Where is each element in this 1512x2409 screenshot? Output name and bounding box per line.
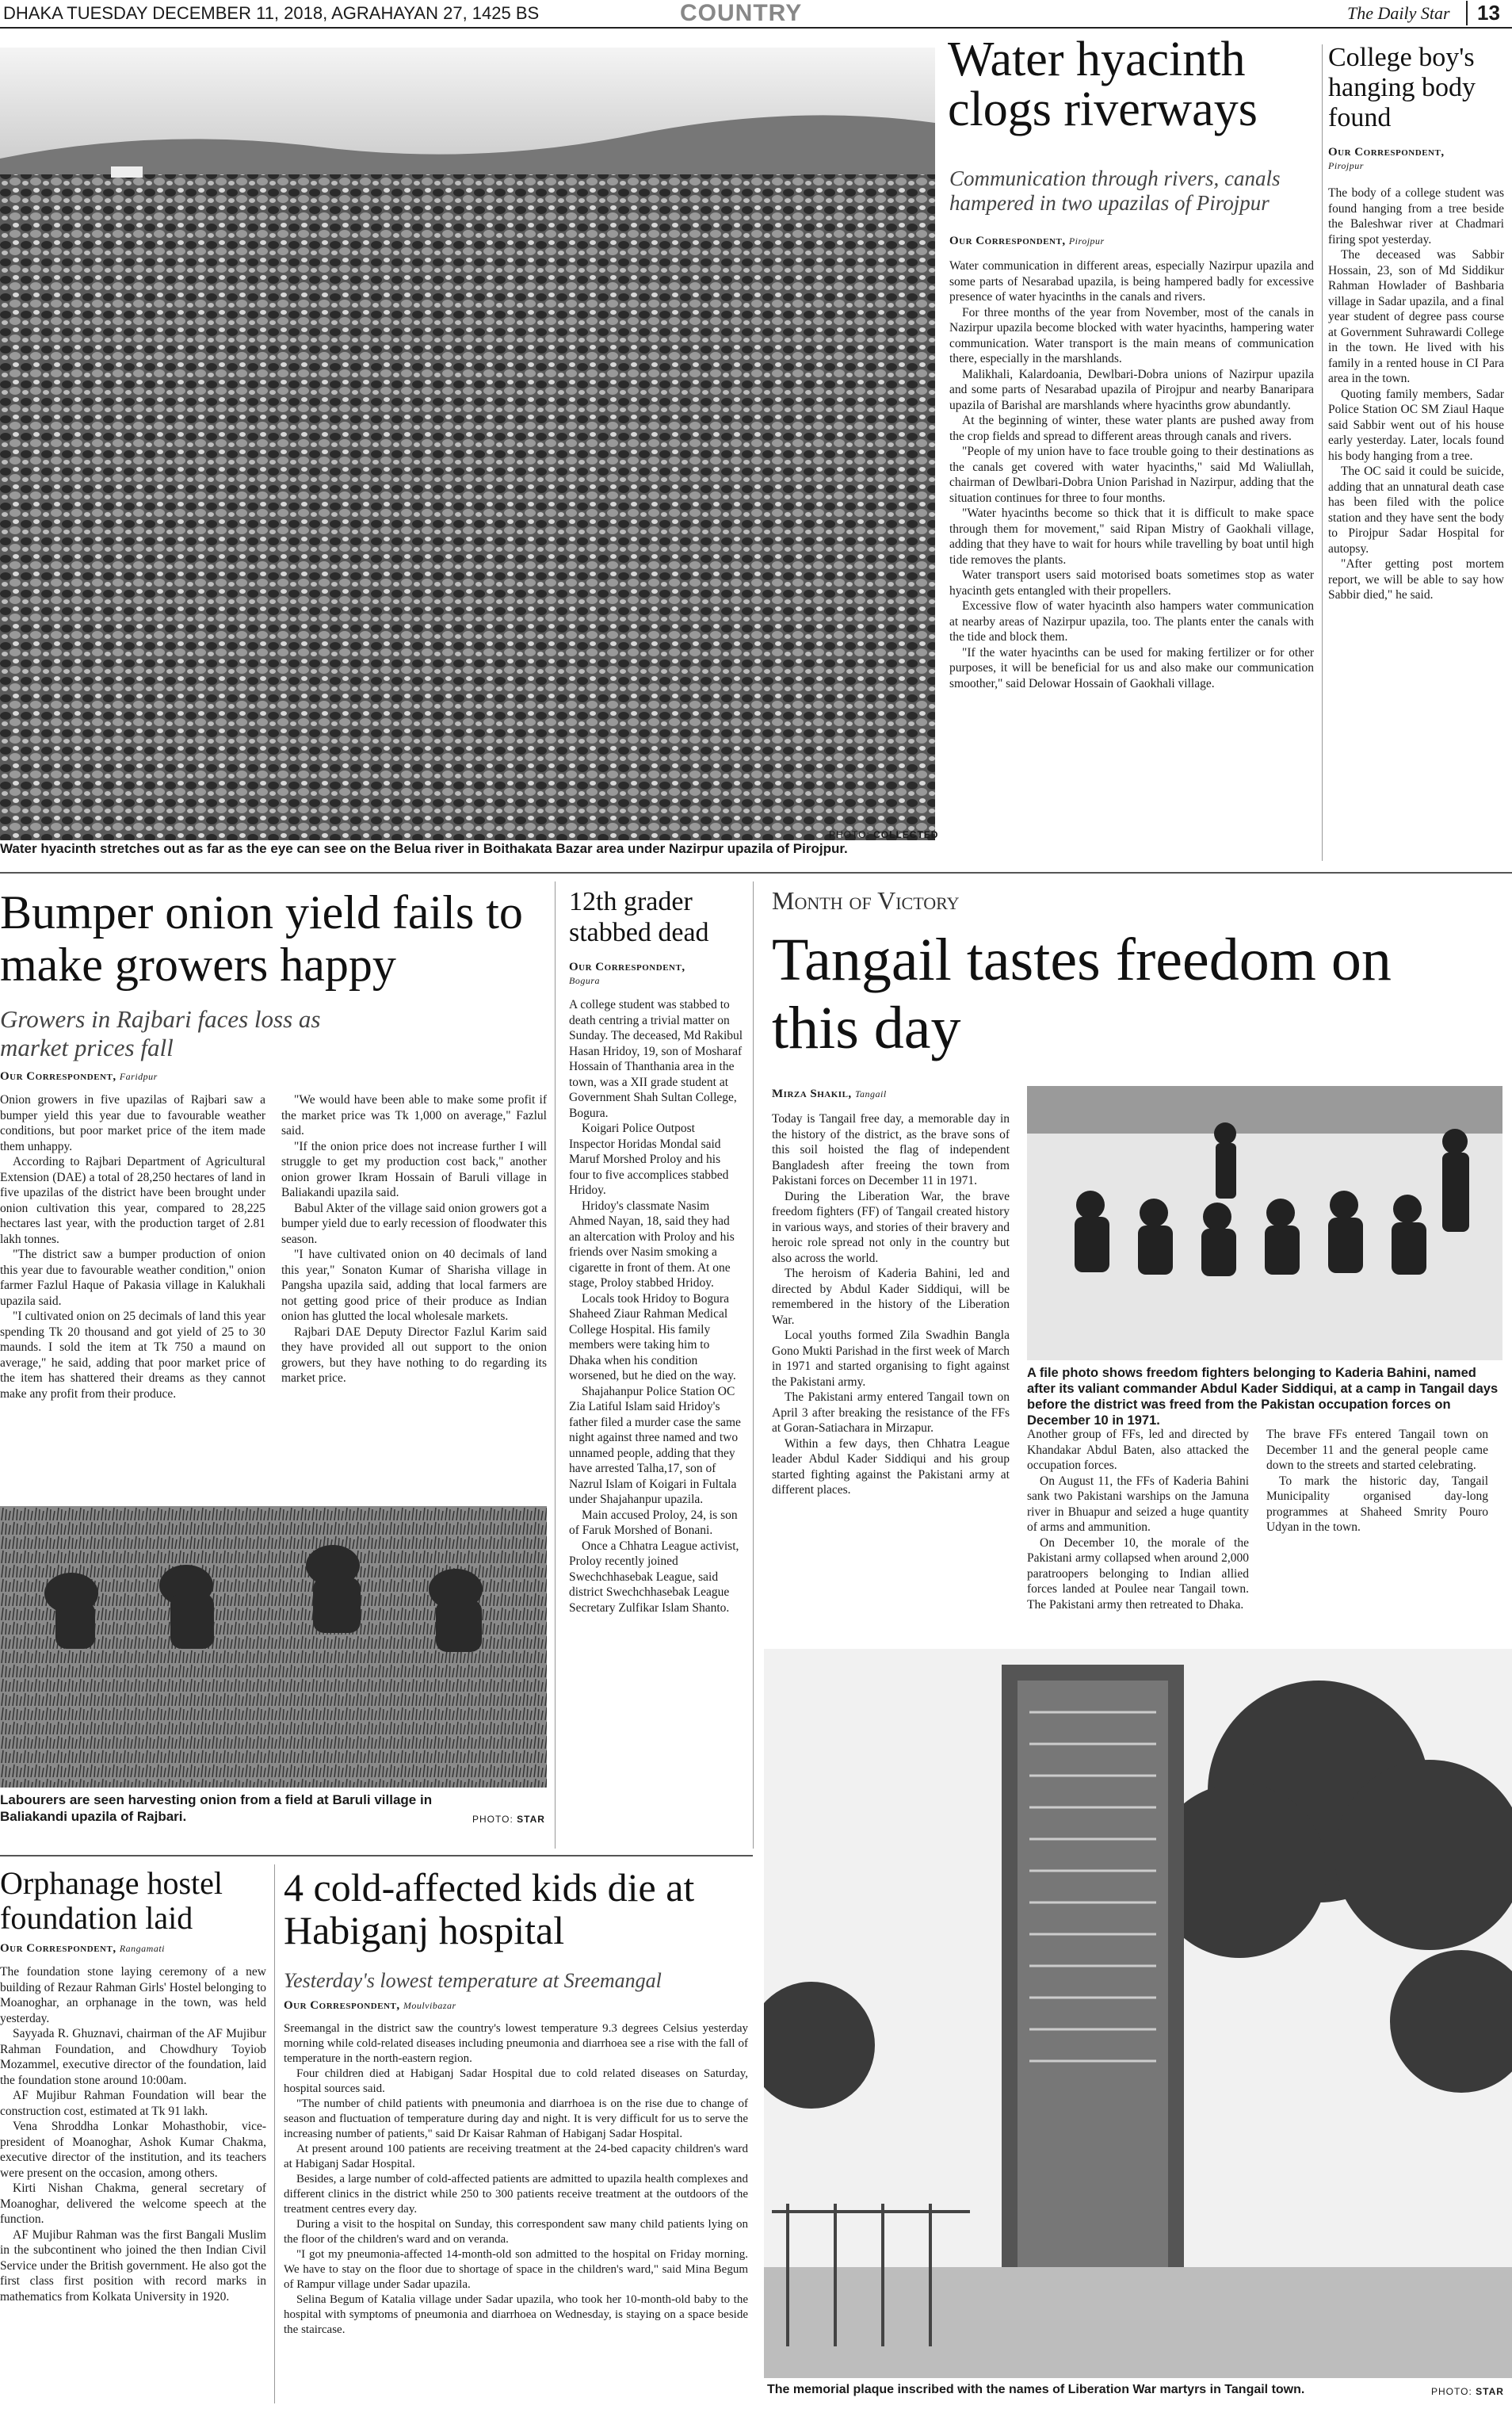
paragraph: "I have cultivated onion on 40 decimals of land this year," Sonaton Kumar of Sharisha village in Pangsha upazila said, adding that local farmers are not getting good price of their produce as Indian onion has glutted the local wholesale markets. [281,1248,547,1323]
onion-photo [0,1506,547,1788]
paragraph: Shajahanpur Police Station OC Zia Latiful Islam said Hridoy's father filed a murder case the same night against three named and two unnamed people, adding that they have arrested Talha,17, son of Nazrul Islam of Koigari in Fultala under Shajahanpur upazila. [569,1384,741,1506]
tangail-photo-caption: A file photo shows freedom fighters belonging to Kaderia Bahini, named after its valiant commander Abdul Kader Siddiqui, at a camp in Tangail days before the district was freed from the Pakistan occupation forces on December 10 in 1971. [1027,1366,1499,1428]
byline-location: Moulvibazar [403,2000,456,2011]
paragraph: Excessive flow of water hyacinth also hampers water communication at nearby areas of Nazirpur upazila, too. The plants enter the canals with the tide and block them. [949,599,1314,644]
paragraph: Malikhali, Kalardoania, Dewlbari-Dobra unions of Nazirpur upazila and some parts of Nesarabad upazila of Pirojpur and nearby Banaripara upazila of Barishal are marshlands where hyacinths grow abundantly. [949,367,1314,412]
masthead [0,0,1512,29]
onion-kicker: Growers in Rajbari faces loss as market prices fall [0,1005,321,1061]
paragraph: Four children died at Habiganj Sadar Hospital due to cold related diseases on Saturday, hospital sources said. [284,2067,748,2095]
paragraph: During a visit to the hospital on Sunday, this correspondent saw many child patients lying on the floor of the children's ward and on veranda. [284,2218,748,2246]
onion-photo-credit [472,1814,545,1825]
paragraph: Once a Chhatra League activist, Proloy recently joined Swechchhasebak League, said district Swechchhasebak League Secretary Zulfikar Islam Shanto. [569,1539,739,1615]
paragraph: "If the water hyacinths can be used for making fertilizer or for other purposes, it will be beneficial for us and also make our communication smoother," said Delowar Hossain of Gaokhali village. [949,645,1314,690]
paragraph: Onion growers in five upazilas of Rajbari saw a bumper yield this year due to favourable weather conditions, but poor market price of the item made them unhappy. [0,1093,265,1153]
memorial-photo [764,1649,1512,2378]
paragraph: The OC said it could be suicide, adding that an unnatural death case has been filed with the police station and they have sent the body to Pirojpur Sadar Hospital for autopsy. [1328,465,1504,556]
college-byline [1328,146,1506,173]
dateline: DHAKA TUESDAY DECEMBER 11, 2018, AGRAHAYAN 27, 1425 BS [3,3,540,23]
paragraph: On December 10, the morale of the Pakistani army collapsed when around 2,000 paratroopers belonging to Indian allied forces landed at Poulee near Tangail town. The Pakistani army then retreated to Dhaka. [1027,1535,1249,1612]
paragraph: At the beginning of winter, these water plants are pushed away from the crop fields and spread to different areas through canals and rivers. [949,414,1314,443]
paragraph: Sreemangal in the district saw the country's lowest temperature 9.3 degrees Celsius yesterday morning while cold-related diseases including pneumonia and diarrhoea see a rise with the fall of temperature in the north-eastern region. [284,2022,748,2065]
hyacinth-photo-caption: Water hyacinth stretches out as far as the eye can see on the Belua river in Boithakata Bazar area under Nazirpur upazila of Pirojpur. [0,841,848,856]
onion-headline: Bumper onion yield fails to make growers happy [0,886,523,991]
section-divider [0,1855,753,1856]
paragraph: "People of my union have to face trouble going to their destinations as the canals get covered with water hyacinths," said Md Waliullah, chairman of Dewlbari-Dobra Union Parishad in Nazirpur, adding that the situation continues for three to four months. [949,445,1314,505]
hyacinth-photo-credit [829,829,938,840]
cold-byline [284,1999,456,2013]
credit-name: STAR [1476,2386,1504,2397]
onion-photo-caption: Labourers are seen harvesting onion from a field at Baruli village in Baliakandi upazila of Rajbari. [0,1792,433,1824]
byline-name: Our Correspondent, [0,1942,116,1955]
tangail-headline: Tangail tastes freedom on this day [772,927,1392,1061]
paragraph: For three months of the year from November, most of the canals in Nazirpur upazila become blocked with water hyacinths, hampering water communication. Water transport is the main means of communication there, especially in the marshlands. [949,305,1314,365]
tangail-body [772,1111,1493,1619]
paragraph: Another group of FFs, led and directed by Khandakar Abdul Baten, also attacked the occupation forces. [1027,1428,1249,1472]
onion-body [0,1092,547,1497]
paragraph: Within a few days, then Chhatra League leader Abdul Kader Siddiqui and his group started fighting against the Pakistani army at different places. [772,1436,1010,1497]
byline-name: Our Correspondent, [949,235,1066,247]
paragraph: A college student was stabbed to death centring a trivial matter on Sunday. The deceased, Md Rakibul Hasan Hridoy, 19, son of Mosharaf Hossain of Thanthania area in the town, was a XII grade student at Government Shah Sultan College, Bogura. [569,998,743,1120]
paragraph: Local youths formed Zila Swadhin Bangla Gono Mukti Parishad in the first week of March in 1971 and started organising to fight against the Pakistani army. [772,1329,1010,1389]
paragraph: Rajbari DAE Deputy Director Fazlul Karim said they have provided all out support to the onion growers, but they have nothing to do regarding its market price. [281,1325,547,1385]
paragraph: Locals took Hridoy to Bogura Shaheed Ziaur Rahman Medical College Hospital. His family members were taking him to Dhaka when his condition worsened, but he died on the way. [569,1291,736,1382]
paragraph: Main accused Proloy, 24, is son of Faruk Morshed of Bonani. [569,1508,738,1537]
byline-name: Our Correspondent, [284,1999,400,2012]
hyacinth-kicker: Communication through rivers, canals hampered in two upazilas of Pirojpur [949,166,1281,215]
credit-name: COLLECTED [873,829,939,840]
paragraph: Babul Akter of the village said onion growers got a bumper yield due to early recession of floodwater this season. [281,1201,547,1246]
tangail-section-label: Month of Victory [772,886,960,915]
paragraph: Water communication in different areas, especially Nazirpur upazila and some parts of Nesarabad upazila, is being hampered badly for excessive presence of water hyacinths in the canals and rivers. [949,259,1314,304]
paragraph: AF Mujibur Rahman was the first Bangali Muslim in the subcontinent who joined the then Indian Civil Service under the British government. He also got the first class first position with record marks in mathematics from Kolkata University in 1920. [0,2227,266,2304]
section-divider [0,872,1512,874]
section-title: COUNTRY [680,0,803,26]
newspaper-logo: The Daily Star [1347,3,1450,23]
paragraph: Today is Tangail free day, a memorable day in the history of the district, as the brave sons of this soil hoisted the flag of independent Bangladesh after freeing the town from Pakistani forces on December 11 in 1971. [772,1112,1010,1187]
paragraph: The body of a college student was found hanging from a tree beside the Baleshwar river at Chadmari firing spot yesterday. [1328,186,1504,247]
paragraph: The brave FFs entered Tangail town on December 11 and the general people came down to the streets and started celebrating. [1266,1428,1488,1472]
hyacinth-photo [0,48,935,840]
orphanage-byline [0,1942,165,1956]
paragraph: "Water hyacinths become so thick that it is difficult to make space through them for movement," said Ripan Mistry of Gaokhali village, adding that they have to wait for hours while travelling by boat until high tide removes the plants. [949,507,1314,567]
memorial-photo-caption: The memorial plaque inscribed with the names of Liberation War martyrs in Tangail town. [767,2383,1305,2396]
tangail-col-3 [1266,1427,1488,1619]
byline-location: Rangamati [119,1943,165,1954]
credit-prefix: PHOTO: [472,1814,514,1825]
stabbed-headline: 12th grader stabbed dead [569,887,709,947]
credit-prefix: PHOTO: [1431,2386,1472,2397]
paragraph: Besides, a large number of cold-affected patients are admitted to upazila health complexes and different clinics in the district while 250 to 300 patients receive treatment at the outdoors of the treatment centres every day. [284,2173,748,2216]
byline-location: Pirojpur [1328,160,1364,171]
paragraph: To mark the historic day, Tangail Municipality organised day-long programmes at Shaheed Smrity Pouro Udyan in the town. [1266,1474,1488,1534]
paragraph: Vena Shroddha Lonkar Mohasthobir, vice-president of Moanoghar, Ashok Kumar Chakma, executive director of the institution, and its teachers were present on the occasion, among others. [0,2120,266,2180]
college-body [1328,185,1504,859]
hyacinth-body [949,258,1314,859]
cold-kicker: Yesterday's lowest temperature at Sreemangal [284,1969,662,1992]
byline-location: Bogura [569,975,600,986]
byline-name: Our Correspondent, [0,1070,116,1083]
paragraph: Koigari Police Outpost Inspector Horidas Mondal said Maruf Morshed Proloy and his four to five accomplices stabbed Hridoy. [569,1122,729,1197]
paragraph: Water transport users said motorised boats sometimes stop as water hyacinth gets entangled with their propellers. [949,568,1314,598]
orphanage-headline: Orphanage hostel foundation laid [0,1865,223,1936]
stabbed-byline [569,961,743,988]
column-rule [1322,44,1323,861]
tangail-col-2 [1027,1427,1249,1619]
cold-body [284,2021,748,2405]
tangail-byline [772,1088,887,1101]
paragraph: "The number of child patients with pneumonia and diarrhoea is on the rise due to change of season and fluctuation of temperature during day and night. It is very difficult for us to serve the increasing number of patients," said Dr Kaisar Rahman of Habiganj Sadar Hospital. [284,2097,748,2140]
byline-location: Tangail [854,1088,887,1099]
credit-name: STAR [517,1814,545,1825]
byline-name: Our Correspondent, [569,961,685,973]
onion-byline [0,1070,158,1084]
paragraph: On August 11, the FFs of Kaderia Bahini sank two Pakistani warships on the Jamuna river in Bhuapur and seized a huge quantity of arms and ammunition. [1027,1474,1249,1534]
paragraph: AF Mujibur Rahman Foundation will bear the construction cost, estimated at Tk 91 lakh. [0,2089,266,2118]
byline-name: Mirza Shakil, [772,1088,852,1100]
paragraph: Sayyada R. Ghuznavi, chairman of the AF Mujibur Rahman Foundation, and Chowdhury Toyiob Mozammel, executive director of the foundation, laid the foundation stone around 10:00am. [0,2027,266,2087]
memorial-photo-credit [1431,2386,1504,2397]
paragraph: "I got my pneumonia-affected 14-month-old son admitted to the hospital on Friday morning. We have to stay on the floor due to shortage of space in the children's ward," said Mina Begum of Rampur village under Sadar upazila. [284,2248,748,2291]
paragraph: The foundation stone laying ceremony of a new building of Rezaur Rahman Girls' Hostel belonging to Moanoghar, an orphanage in the town, was held yesterday. [0,1965,266,2025]
hyacinth-headline: Water hyacinth clogs riverways [948,33,1258,137]
orphanage-body [0,1964,266,2405]
column-rule [274,1864,275,2403]
column-rule [555,881,556,1849]
paragraph: According to Rajbari Department of Agricultural Extension (DAE) a total of 28,250 hectares of land in five upazilas of the district have been brought under onion cultivation this year, compared to 28,225 hectares last year, with the production target of 2.81 lakh tonnes. [0,1155,265,1246]
byline-name: Our Correspondent, [1328,146,1445,159]
byline-location: Faridpur [119,1071,158,1082]
paragraph: Quoting family members, Sadar Police Station OC SM Ziaul Haque said Sabbir went out of his house early yesterday. Later, locals found his body hanging from a tree. [1328,387,1504,463]
paragraph: The deceased was Sabbir Hossain, 23, son of Md Siddikur Rahman Howlader of Bashbaria village in Sadar upazila, and a final year student of degree pass course at Government Suhrawardi College in the town. He lived with his family in a rented house in CI Para area in the town. [1328,248,1504,385]
college-headline: College boy's hanging body found [1328,43,1476,132]
paragraph: "The district saw a bumper production of onion this year due to favourable weather condition," onion farmer Fazlul Haque of Pakasia village in Kalukhali upazila said. [0,1248,265,1308]
paragraph: "We would have been able to make some profit if the market price was Tk 1,000 on average," Fazlul said. [281,1093,547,1138]
paragraph: The Pakistani army entered Tangail town on April 3 after breaking the resistance of the FFs at Goran-Satiachara in Mirzapur. [772,1390,1010,1435]
cold-headline: 4 cold-affected kids die at Habiganj hospital [284,1865,695,1952]
byline-location: Pirojpur [1068,235,1105,247]
paragraph: During the Liberation War, the brave freedom fighters (FF) of Tangail created history in various ways, and stories of their bravery and heroic role spread not only in the country but also across the world. [772,1189,1010,1265]
stabbed-body [569,997,743,1831]
paragraph: "After getting post mortem report, we will be able to say how Sabbir died," he said. [1328,557,1504,602]
column-rule [753,881,754,1849]
credit-prefix: PHOTO: [829,829,870,840]
paragraph: The heroism of Kaderia Bahini, led and directed by Abdul Kader Siddiqui, will be remembered in the history of the Liberation War. [772,1267,1010,1327]
tangail-text-columns [772,1111,1493,1619]
paragraph: Hridoy's classmate Nasim Ahmed Nayan, 18, said they had an altercation with Proloy and his friends over Nasim smoking a cigarette in front of them. At one stage, Proloy stabbed Hridoy. [569,1199,735,1290]
paragraph: Kirti Nishan Chakma, general secretary of Moanoghar, delivered the welcome speech at the function. [0,2181,266,2226]
paragraph: Selina Begum of Katalia village under Sadar upazila, who took her 10-month-old baby to the hospital with symptoms of pneumonia and diarrhoea on Wednesday, is staying on a space beside the staircase. [284,2293,748,2336]
paragraph: "I cultivated onion on 25 decimals of land this year spending Tk 20 thousand and got yield of 25 to 30 maunds. I sold the item at Tk 750 a maund on average," he said, adding that poor market price of the item has shattered their dreams as they cannot make any profit from their produce. [0,1310,265,1401]
tangail-col-1 [772,1111,1010,1619]
paragraph: "If the onion price does not increase further I will struggle to get my production cost back," another onion grower Ikram Hossain of Baruli village in Baliakandi upazila said. [281,1139,547,1199]
page-number: 13 [1466,1,1500,25]
hyacinth-byline [949,235,1105,248]
paragraph: At present around 100 patients are receiving treatment at the 24-bed capacity children's ward at Habiganj Sadar Hospital. [284,2143,748,2170]
